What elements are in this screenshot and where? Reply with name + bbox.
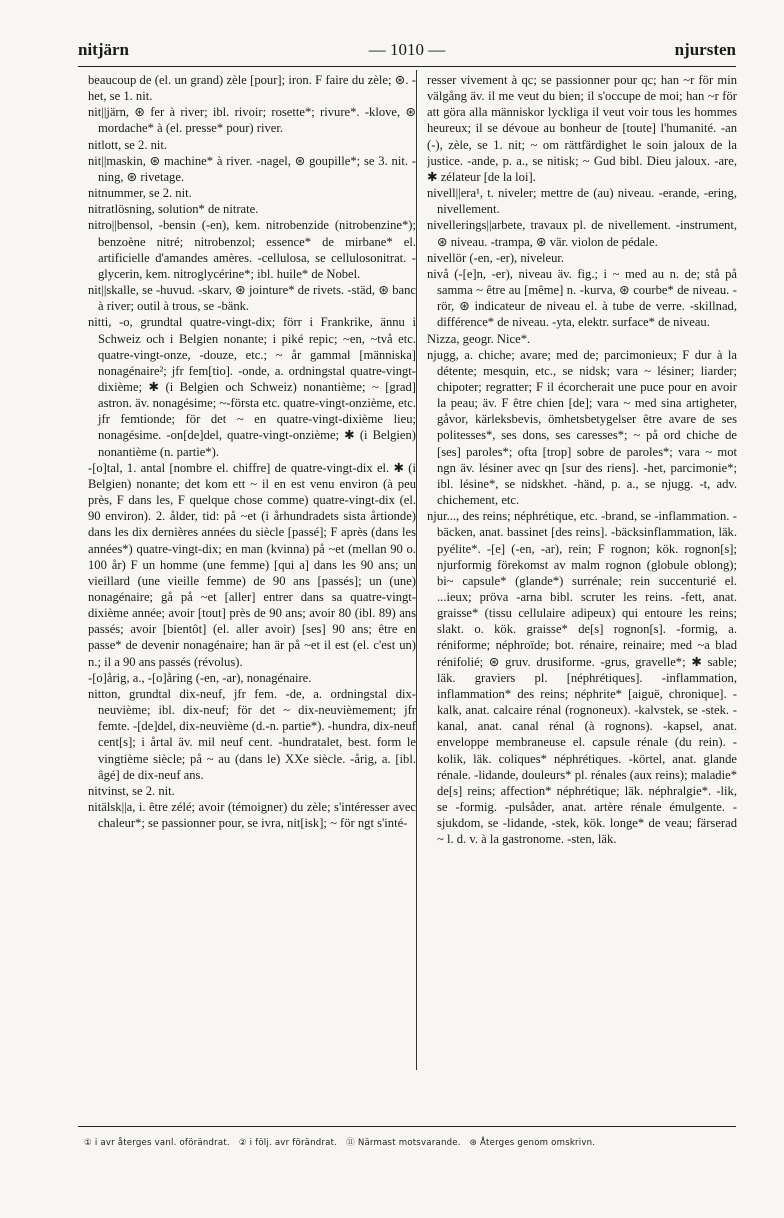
header-last-word: njursten [674,40,736,59]
dictionary-entry: Nizza, geogr. Nice*. [427,331,531,346]
dictionary-entry: nivå (-[e]n, -er), niveau äv. fig.; i ~ med au n. de; stå på samma ~ être au [même] n. -kurva, ⊛ courbe* de niveau. -rör, ⊛ indicateur de niveau el. à tube de verre. -skillnad, différence* de niveau. -yta, elektr. surface* de niveau. [427,266,737,330]
column-divider [416,70,417,1070]
dictionary-entry: nitvinst, se 2. nit. [88,783,175,798]
dictionary-entry: njugg, a. chiche; avare; med de; parcimonieux; F dur à la détente; mesquin, etc., se nidsk; vara ~ lésiner; liarder; chipoter; regratter; F il écorcherait une puce pour en avoir la peau; äv. F être chien [de]; vara ~ med sina artigheter, gåvor, kärleksbevis, ömhetsbetygelser être avare de ses politesses*, ses dons, ses caresses*; ~ på ord chiche de [ses] paroles*; ofta [trop] sobre de paroles*; vara ~ mot ngn äv. lésiner avec qn [sur des riens]. -het, parcimonie*; ibl. lésine*, se nidskhet. -händ, p. a., se njugg. -t, adv. chichement, etc. [427,347,737,508]
dictionary-entry: -[o]årig, a., -[o]åring (-en, -ar), nonagénaire. [88,670,312,685]
page-number: — 1010 — [368,40,446,59]
dictionary-entry: nivellerings||arbete, travaux pl. de nivellement. -instrument, ⊛ niveau. -trampa, ⊛ vär. violon de pédale. [427,218,737,249]
dictionary-entry: -[o]tal, 1. antal [nombre el. chiffre] de quatre-vingt-dix el. ✱ (i Belgien) nonante; det kom ett ~ il en est venu environ (à peu près, F dans les, F quelque chose comme) quatre-vingt-dix (el. 90 environ). 2. ålder, tid: på ~et (i århundradets sista årtionde) dans les dix dernières années du siècle [passé]; F après (dans les années*) quatre-vingt-dix; en man (kvinna) på ~et (mellan 90 o. 100 år) F un homme (une femme) [qui a] dans les 90 ans; un vieillard (une vieille femme) de 90 ans [passés]; un (une) nonagénaire; gå på ~et [aller] entrer dans sa quatre-vingt-dixième année; avoir [tout] près de 90 ans; avoir 80 (ibl. 89) ans passés; avoir [bientôt] (el. aller avoir) [ses] 90 ans; être en passe* de devenir nonagénaire; han är på ~et il est (el. c'est un) n.; il a 90 ans passés (révolus). [88,460,416,669]
header-rule [78,66,736,67]
dictionary-entry: resser vivement à qc; se passionner pour qc; han ~r för min välgång äv. il me veut du bien; il s'occupe de moi; han ~r för att göra alla människor lyckliga il veut voir tous les hommes heureux; il se dévoue au bonheur de [toute] l'humanité. -an (-), zèle, se 1. nit; ~ om rättfärdighet le soin jaloux de la justice. -ande, p. a., se nitisk; ~ Gud bibl. Dieu jaloux. -are, ✱ zélateur [de la loi]. [427,73,737,184]
dictionary-entry: nit||maskin, ⊛ machine* à river. -nagel, ⊛ goupille*; se 3. nit. -ning, ⊛ rivetage. [88,153,416,184]
dictionary-entry: nitlott, se 2. nit. [88,137,168,152]
footnote-item: ⑪ Närmast motsvarande. [346,1138,461,1148]
dictionary-entry: njur..., des reins; néphrétique, etc. -brand, se -inflammation. -bäcken, anat. bassinet [des reins]. -bäcksinflammation, läk. pyélite*. -[e] (-en, -ar), rein; F rognon; kök. rognon[s]; njurformig förekomst av malm rognon (globule oblong); bi~ capsule* (glande*) surrénale; rein succenturié el. ...ieux; pröva -arna bibl. scruter les reins. -fett, anat. graisse* (tissu cellulaire adipeux) qui entoure les reins; slakt. o. kök. graisse* de[s] rognon[s]. -formig, a. réniforme; néphroïde; bot. rénaire, reinaire; med ~a blad rénifolié; ⊛ gruv. drusiforme. -grus, gravelle*; ✱ sable; läk. graviers pl. [néphrétiques]. -inflammation, inflammation* des reins; néphrite* [aiguë, chronique]. -kalk, anat. calcaire rénal (rognoneux). -kalvstek, se -stek. -kanal, anat. canal rénal (à rognons). -kapsel, anat. enveloppe membraneuse el. capsule rénale (du rein). -kolik, läk. coliques* néphrétiques. -körtel, anat. glande rénale. -lidande, douleurs* pl. rénales (aux reins); maladie* de[s] reins; affection* néphrétique; läk. néphralgie*. -lik, se -formig. -pulsåder, anat. artère rénale émulgente. -sjukdom, se -lidande, -stek, kök. longe* de veau; färserad ~ l. d. v. à la gastronome. -sten, läk. [427,509,737,847]
dictionary-entry: nivell||era¹, t. niveler; mettre de (au) niveau. -erande, -ering, nivellement. [427,186,737,217]
dictionary-entry: beaucoup de (el. un grand) zèle [pour]; iron. F faire du zèle; ⊛. -het, se 1. nit. [88,73,416,104]
footnote [84,1136,740,1148]
left-column [88,72,416,1072]
dictionary-entry: nit||järn, ⊛ fer à river; ibl. rivoir; rosette*; rivure*. -klove, ⊛ mordache* à (el. presse* pour) river. [88,105,416,136]
dictionary-entry: nivellör (-en, -er), niveleur. [427,250,565,265]
footnote-item: ② i följ. avr förändrat. [238,1138,338,1148]
footnote-item: ① i avr återges vanl. oförändrat. [84,1138,230,1148]
footnote-item: ⊛ Återges genom omskrivn. [469,1138,596,1148]
dictionary-entry: nitti, -o, grundtal quatre-vingt-dix; förr i Frankrike, ännu i Schweiz och i Belgien nonante; i piké repic; ~en, ~två etc. quatre-vingt-onze, -douze, etc.; ~ år gammal [människa] nonagénaire²; jfr fem[tio]. -onde, a. ordningstal quatre-vingt-dixième; ✱ (i Belgien och Schweiz) nonantième; ~ [grad] astron. äv. nonagésime; ~-första etc. quatre-vingt-onzième, etc. jfr femtionde; för det ~ en quatre-vingt-dixième lieu; nonagésime. -on[de]del, quatre-vingt-onzième; ✱ (i Belgien) nonantième (n. partie*). [88,315,416,459]
dictionary-entry: nitro||bensol, -bensin (-en), kem. nitrobenzide (nitrobenzine*); benzoène nitré; nitrobenzol; essence* de mirbane* el. artificielle d'amandes amères. -cellulosa, se cellulosonitrat. -glycerin, kem. nitroglycérine*; ibl. huile* de Nobel. [88,218,416,281]
right-column [427,72,737,1072]
dictionary-entry: nitton, grundtal dix-neuf, jfr fem. -de, a. ordningstal dix-neuvième; ibl. dix-neuf; för det ~ dix-neuvièmement; jfr femte. -[de]del, dix-neuvième (d.-n. partie*). -hundra, dix-neuf cent[s]; i årtal äv. mil neuf cent. -hundratalet, best. form le vingtième siècle; på ~ au (dans le) XXe siècle. -årig, a. [ibl. âgé] de dix-neuf ans. [88,686,416,782]
page-header [78,40,736,64]
dictionary-entry: nitälsk||a, i. être zélé; avoir (témoigner) du zèle; s'intéresser avec chaleur*; se passionner pour, se ivra, nit[isk]; ~ för ngt s'inté- [88,800,416,831]
header-first-word: nitjärn [78,40,129,59]
footnote-rule [78,1126,736,1127]
dictionary-entry: nitratlösning, solution* de nitrate. [88,202,259,217]
dictionary-entry: nitnummer, se 2. nit. [88,186,192,201]
dictionary-entry: nit||skalle, se -huvud. -skarv, ⊛ jointure* de rivets. -städ, ⊛ banc à river; outil à trous, se -bänk. [88,283,416,314]
